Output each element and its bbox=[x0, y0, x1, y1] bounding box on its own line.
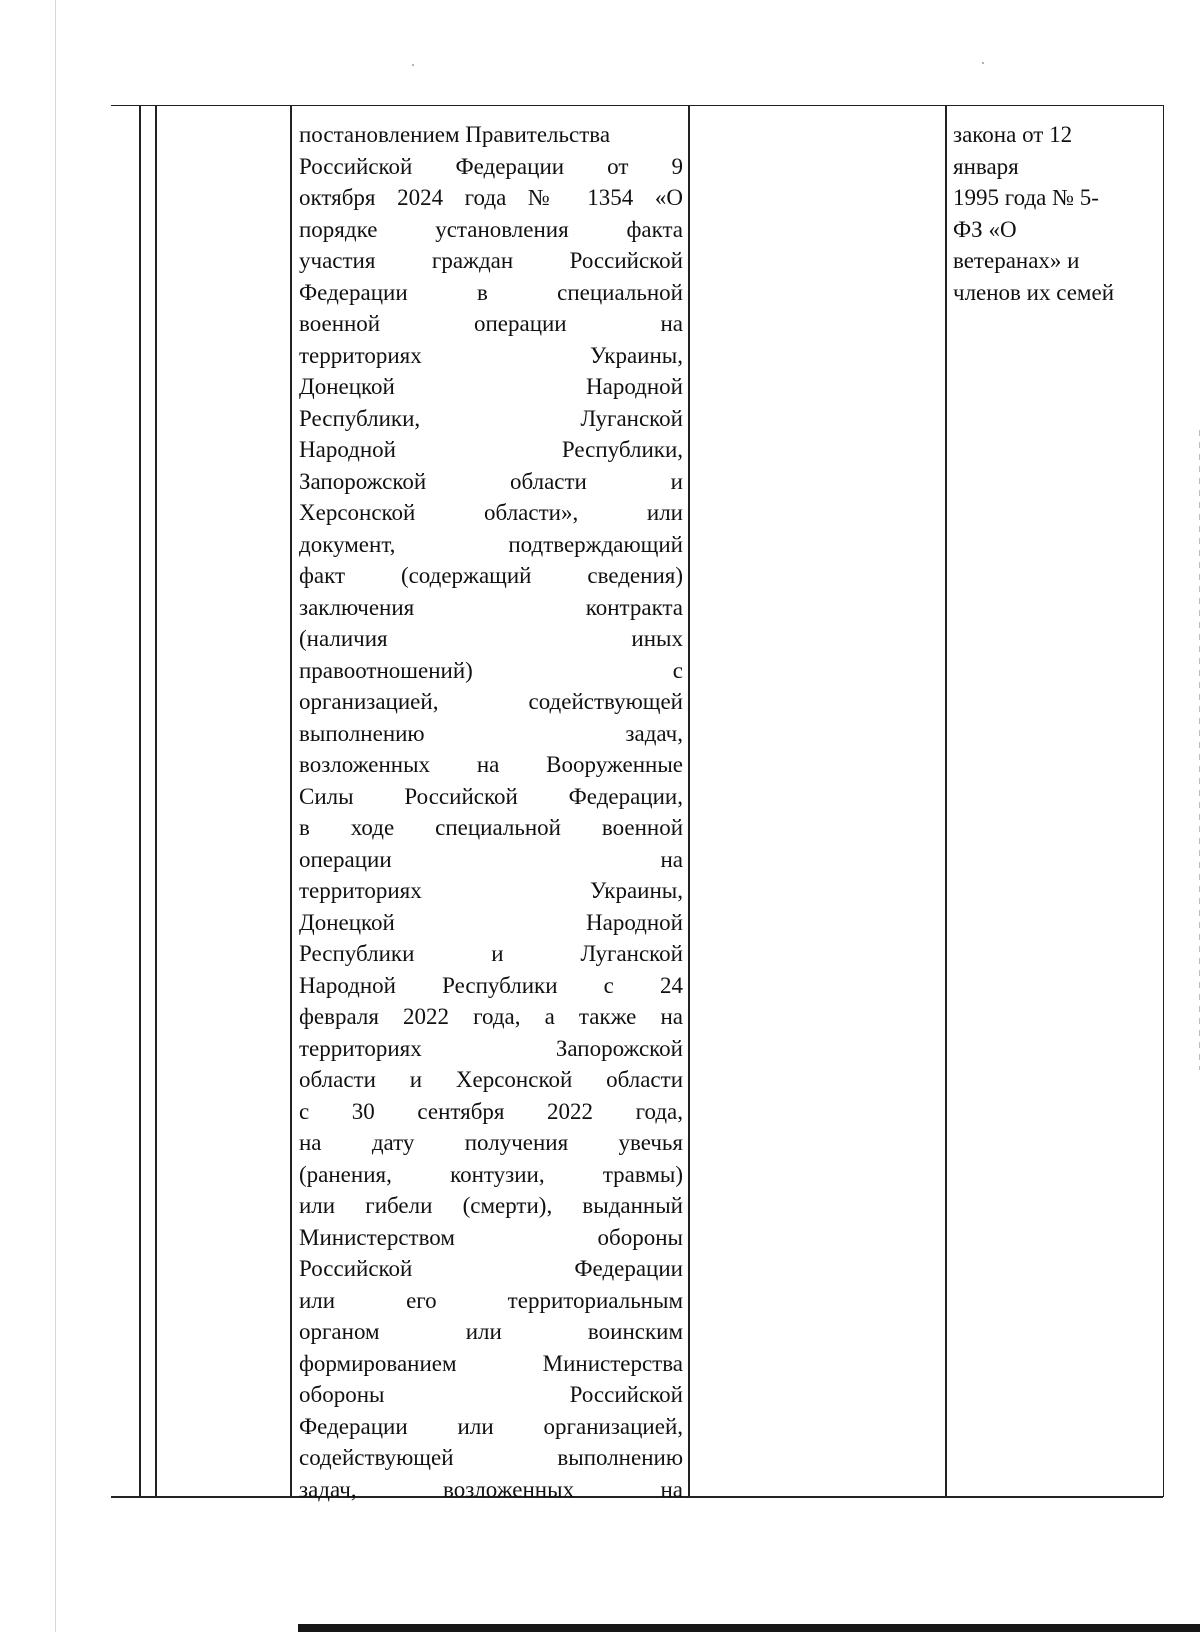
text-line: Донецкой Народной bbox=[299, 374, 683, 399]
text-line: Федерации в специальной bbox=[299, 279, 683, 305]
documents-column-cell bbox=[299, 119, 683, 1505]
text-line: области и Херсонской области bbox=[299, 1067, 683, 1092]
text-line: января bbox=[953, 153, 1019, 179]
text-line: Федерации или организацией, bbox=[299, 1413, 683, 1439]
text-line: на дату получения увечья bbox=[299, 1130, 683, 1155]
text-line: территориях Украины, bbox=[299, 878, 683, 903]
text-line: октября 2024 года № 1354 «О bbox=[299, 185, 683, 210]
text-line: членов их семей bbox=[953, 279, 1114, 305]
text-line: закона от 12 bbox=[953, 122, 1073, 147]
column-divider-4 bbox=[945, 105, 947, 1496]
text-line: ФЗ «О bbox=[953, 216, 1017, 242]
text-line: февраля 2022 года, а также на bbox=[299, 1004, 683, 1029]
text-line: участия граждан Российской bbox=[299, 248, 683, 273]
text-line: правоотношений) с bbox=[299, 657, 683, 683]
text-line: Народной Республики, bbox=[299, 437, 683, 462]
text-line: Силы Российской Федерации, bbox=[299, 783, 683, 809]
text-line: Российской Федерации bbox=[299, 1256, 683, 1281]
page-bottom-bar bbox=[298, 1624, 1200, 1632]
scan-speck bbox=[982, 62, 984, 64]
text-line: (наличия иных bbox=[299, 626, 683, 651]
text-line: факт (содержащий сведения) bbox=[299, 563, 683, 588]
text-line: формированием Министерства bbox=[299, 1350, 683, 1376]
text-line: (ранения, контузии, травмы) bbox=[299, 1161, 683, 1187]
table-left-border bbox=[139, 105, 141, 1496]
text-line: постановлением Правительства bbox=[299, 122, 611, 147]
text-line: с 30 сентября 2022 года, bbox=[299, 1098, 683, 1124]
text-line: или его территориальным bbox=[299, 1287, 683, 1313]
text-line: Херсонской области», или bbox=[299, 500, 683, 525]
text-line: в ходе специальной военной bbox=[299, 815, 683, 840]
text-line: содействующей выполнению bbox=[299, 1445, 683, 1470]
text-line: Министерством обороны bbox=[299, 1224, 683, 1250]
text-line: военной операции на bbox=[299, 311, 683, 336]
column-divider-3 bbox=[688, 105, 690, 1496]
category-column-cell bbox=[953, 119, 1163, 308]
column-divider-1 bbox=[155, 105, 157, 1496]
text-line: Народной Республики с 24 bbox=[299, 972, 683, 998]
text-line: или гибели (смерти), выданный bbox=[299, 1193, 683, 1218]
text-line: документ, подтверждающий bbox=[299, 531, 683, 557]
text-line: Республики и Луганской bbox=[299, 941, 683, 966]
page-left-edge bbox=[55, 0, 56, 1632]
column-divider-2 bbox=[290, 105, 292, 1496]
text-line: 1995 года № 5- bbox=[953, 185, 1099, 210]
text-line: задач, возложенных на bbox=[299, 1476, 683, 1502]
text-line: Республики, Луганской bbox=[299, 405, 683, 431]
text-line: операции на bbox=[299, 846, 683, 872]
text-line: Российской Федерации от 9 bbox=[299, 153, 683, 179]
text-line: Запорожской области и bbox=[299, 468, 683, 494]
text-line: территориях Украины, bbox=[299, 342, 683, 368]
text-line: заключения контракта bbox=[299, 594, 683, 620]
text-line: ветеранах» и bbox=[953, 248, 1080, 273]
text-line: органом или воинским bbox=[299, 1319, 683, 1344]
text-line: возложенных на Вооруженные bbox=[299, 752, 683, 777]
text-line: порядке установления факта bbox=[299, 216, 683, 242]
text-line: Донецкой Народной bbox=[299, 909, 683, 935]
text-line: обороны Российской bbox=[299, 1382, 683, 1407]
text-line: выполнению задач, bbox=[299, 720, 683, 746]
text-line: территориях Запорожской bbox=[299, 1035, 683, 1061]
text-line: организацией, содействующей bbox=[299, 689, 683, 714]
scan-speck bbox=[412, 64, 414, 66]
